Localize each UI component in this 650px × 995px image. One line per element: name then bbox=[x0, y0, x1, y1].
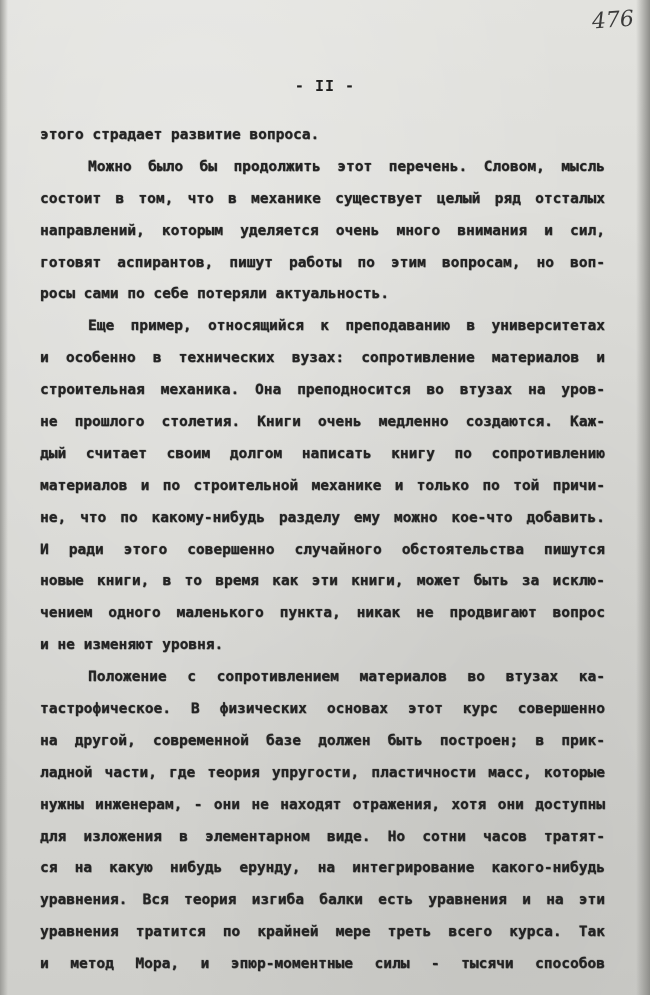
word: своим bbox=[166, 445, 211, 462]
word: Еще bbox=[88, 318, 115, 335]
word: части, bbox=[104, 764, 157, 781]
word: теория bbox=[183, 892, 237, 909]
word: сил, bbox=[570, 222, 605, 239]
word: всего bbox=[448, 924, 493, 941]
word: и bbox=[40, 350, 49, 367]
page-number: - II - bbox=[294, 77, 356, 95]
archive-sheet-number: 476 bbox=[591, 6, 635, 35]
text-line bbox=[40, 471, 605, 503]
word: часов bbox=[483, 828, 527, 845]
word: - bbox=[430, 956, 440, 973]
word: только bbox=[416, 477, 470, 494]
word: отражения, bbox=[352, 796, 440, 813]
word: технических bbox=[178, 350, 275, 367]
text-line bbox=[40, 375, 605, 407]
text-line bbox=[40, 758, 605, 790]
word: что bbox=[80, 509, 107, 526]
word: быть bbox=[387, 732, 423, 749]
word: уравнения bbox=[428, 892, 507, 909]
word: механика. bbox=[160, 382, 240, 399]
word: быть bbox=[473, 573, 509, 590]
word: эпюр-моментные bbox=[230, 956, 353, 973]
word: механике bbox=[311, 477, 382, 494]
word: нужны bbox=[40, 796, 84, 813]
text-line bbox=[40, 343, 605, 375]
text-line bbox=[40, 407, 605, 439]
word: прик- bbox=[561, 732, 605, 749]
word: существует bbox=[335, 190, 423, 207]
text-line bbox=[40, 120, 605, 152]
word: силы bbox=[374, 956, 410, 973]
word: тысячи bbox=[461, 956, 514, 973]
word: по bbox=[357, 254, 375, 271]
word: уделяется bbox=[240, 222, 319, 239]
text-line bbox=[40, 917, 605, 949]
word: что bbox=[187, 190, 214, 207]
word: хотя bbox=[451, 796, 487, 813]
word: по bbox=[482, 477, 500, 494]
word: во bbox=[467, 669, 485, 686]
word: не bbox=[57, 637, 75, 654]
word: вопроса. bbox=[249, 127, 320, 143]
word: очень bbox=[317, 414, 362, 431]
word: на bbox=[317, 860, 336, 877]
text-line bbox=[40, 726, 605, 758]
word: которые bbox=[543, 764, 605, 781]
word: материалов bbox=[40, 477, 128, 494]
word: ерунду, bbox=[239, 860, 301, 877]
word: преподносится bbox=[297, 382, 411, 399]
word: сотни bbox=[422, 828, 466, 845]
word: бы bbox=[199, 158, 217, 175]
word: и bbox=[394, 477, 404, 494]
word: и bbox=[522, 892, 531, 909]
word: - bbox=[193, 796, 203, 813]
word: в bbox=[115, 190, 125, 207]
word: разделу bbox=[278, 509, 340, 526]
page-shadow-left bbox=[0, 0, 8, 995]
word: пишут bbox=[229, 254, 273, 271]
word: мысль bbox=[561, 158, 605, 175]
word: тратят- bbox=[543, 828, 605, 845]
word: тастрофическое. bbox=[40, 701, 171, 718]
text-line bbox=[40, 694, 605, 726]
word: пишутся bbox=[543, 541, 605, 558]
word: развитие bbox=[170, 127, 241, 143]
word: ся bbox=[40, 860, 58, 877]
word: находят bbox=[280, 796, 342, 813]
word: крайней bbox=[257, 924, 319, 941]
word: ему bbox=[353, 509, 380, 526]
word: том, bbox=[138, 190, 174, 207]
word: курса. bbox=[509, 924, 562, 941]
word: пример, bbox=[130, 318, 192, 335]
word: по bbox=[127, 286, 145, 303]
text-line bbox=[40, 949, 605, 981]
word: на bbox=[40, 732, 58, 749]
word: можно bbox=[393, 509, 438, 526]
word: нибудь bbox=[169, 860, 223, 877]
word: этот bbox=[337, 158, 373, 175]
word: И bbox=[40, 541, 49, 558]
text-line bbox=[40, 598, 605, 630]
word: не, bbox=[40, 509, 67, 526]
text-line bbox=[40, 184, 605, 216]
word: теория bbox=[207, 764, 260, 781]
word: и bbox=[544, 222, 553, 239]
word: и bbox=[40, 956, 49, 973]
word: в bbox=[162, 573, 172, 590]
word: изменяют bbox=[83, 637, 154, 654]
word: в bbox=[466, 318, 476, 335]
word: сами bbox=[83, 286, 119, 303]
word: современной bbox=[152, 732, 249, 749]
word: очень bbox=[335, 222, 380, 239]
word: аспирантов, bbox=[117, 254, 214, 271]
word: пункта, bbox=[279, 605, 341, 622]
word: вопросам, bbox=[441, 254, 521, 271]
word: сопротивлению bbox=[491, 445, 605, 462]
word: построен; bbox=[439, 732, 519, 749]
word: во bbox=[426, 382, 444, 399]
word: втузах bbox=[459, 382, 513, 399]
word: в bbox=[535, 732, 545, 749]
word: относящийся bbox=[207, 318, 304, 335]
word: которым bbox=[161, 222, 223, 239]
word: втузах bbox=[505, 669, 559, 686]
word: масс, bbox=[488, 764, 532, 781]
word: материалов bbox=[359, 669, 447, 686]
word: обстоятельства bbox=[401, 541, 524, 558]
word: Мора, bbox=[135, 956, 180, 973]
word: Книги bbox=[257, 414, 301, 431]
word: медленно bbox=[378, 414, 449, 431]
word: на bbox=[74, 860, 93, 877]
word: эти bbox=[578, 892, 605, 909]
word: прошлого bbox=[74, 414, 145, 431]
text-line bbox=[40, 853, 605, 885]
word: не bbox=[40, 414, 58, 431]
word: к bbox=[320, 318, 330, 335]
word: должен bbox=[318, 732, 371, 749]
word: в bbox=[179, 828, 188, 845]
word: треть bbox=[387, 924, 432, 941]
word: случайного bbox=[294, 541, 382, 558]
word: этого bbox=[40, 127, 84, 143]
word: материалов bbox=[491, 350, 580, 367]
word: воп- bbox=[570, 254, 605, 271]
word: долгом bbox=[229, 445, 283, 462]
word: метод bbox=[70, 956, 114, 973]
text-line bbox=[40, 662, 605, 694]
word: не bbox=[251, 796, 269, 813]
word: по bbox=[120, 509, 138, 526]
word: страдает bbox=[92, 127, 163, 143]
word: считает bbox=[85, 445, 147, 462]
word: кое-что bbox=[451, 509, 513, 526]
text-line bbox=[40, 279, 605, 311]
word: какого-нибудь bbox=[491, 860, 605, 877]
word: направлений, bbox=[40, 222, 145, 239]
text-line bbox=[40, 439, 605, 471]
word: ка- bbox=[578, 669, 605, 686]
word: базе bbox=[266, 732, 301, 749]
word: актуальность. bbox=[275, 286, 390, 303]
word: элементарном bbox=[204, 828, 310, 845]
word: то bbox=[184, 573, 202, 590]
word: но bbox=[536, 254, 554, 271]
word: одного bbox=[108, 605, 161, 622]
word: продолжить bbox=[233, 158, 321, 175]
word: ладной bbox=[40, 764, 93, 781]
word: преподаванию bbox=[345, 318, 451, 335]
word: было bbox=[148, 158, 184, 175]
word: с bbox=[187, 669, 196, 686]
word: ряд bbox=[494, 190, 521, 207]
word: изложения bbox=[83, 828, 162, 845]
word: столетия. bbox=[161, 414, 241, 431]
word: основах bbox=[326, 701, 388, 718]
word: исклю- bbox=[552, 573, 605, 590]
word: они bbox=[213, 796, 240, 813]
word: уровня. bbox=[162, 637, 224, 654]
word: совершенно bbox=[187, 541, 275, 558]
word: упругости, bbox=[271, 764, 360, 781]
word: внимания bbox=[457, 222, 528, 239]
word: интегрирование bbox=[352, 860, 475, 877]
word: виде. bbox=[326, 828, 371, 845]
word: по bbox=[222, 924, 241, 941]
word: написать bbox=[301, 445, 372, 462]
word: состоит bbox=[40, 190, 102, 207]
text-line bbox=[40, 566, 605, 598]
text-line bbox=[40, 630, 605, 662]
word: в bbox=[228, 190, 237, 207]
word: росы bbox=[40, 286, 75, 303]
word: и bbox=[40, 637, 49, 654]
text-line bbox=[40, 216, 605, 248]
word: строительной bbox=[193, 477, 299, 494]
word: себе bbox=[153, 286, 189, 303]
word: в bbox=[152, 350, 162, 367]
text-line bbox=[40, 311, 605, 343]
word: книги, bbox=[351, 573, 404, 590]
word: Можно bbox=[88, 158, 132, 175]
word: дый bbox=[40, 445, 67, 462]
text-line bbox=[40, 885, 605, 917]
word: физических bbox=[219, 701, 307, 718]
word: Вся bbox=[142, 892, 169, 909]
word: вузах: bbox=[291, 350, 345, 367]
word: особенно bbox=[65, 350, 136, 367]
word: отсталых bbox=[535, 190, 605, 207]
word: В bbox=[190, 701, 200, 718]
word: изгиба bbox=[251, 892, 304, 909]
word: и bbox=[140, 477, 150, 494]
word: той bbox=[513, 477, 540, 494]
word: доступны bbox=[535, 796, 605, 813]
word: другой, bbox=[74, 732, 136, 749]
word: Она bbox=[255, 382, 282, 399]
word: инженерам, bbox=[95, 796, 183, 813]
word: может bbox=[416, 573, 461, 590]
word: много bbox=[396, 222, 441, 239]
word: где bbox=[169, 764, 196, 781]
word: Положение bbox=[88, 669, 167, 686]
word: курс bbox=[462, 701, 498, 718]
word: вопрос bbox=[552, 605, 605, 622]
word: Так bbox=[578, 924, 605, 941]
word: для bbox=[40, 828, 67, 845]
word: уравнения. bbox=[40, 892, 128, 909]
word: они bbox=[497, 796, 524, 813]
word: и bbox=[596, 350, 605, 367]
word: по bbox=[162, 477, 181, 494]
word: есть bbox=[378, 892, 414, 909]
word: какую bbox=[109, 860, 153, 877]
word: ради bbox=[68, 541, 104, 558]
word: пластичности bbox=[371, 764, 476, 781]
word: на bbox=[527, 382, 546, 399]
word: Словом, bbox=[483, 158, 545, 175]
word: книгу bbox=[391, 445, 435, 462]
word: время bbox=[215, 573, 259, 590]
text-line bbox=[40, 535, 605, 567]
word: этого bbox=[123, 541, 168, 558]
word: книги, bbox=[96, 573, 150, 590]
page-shadow-right bbox=[636, 0, 650, 995]
word: этот bbox=[407, 701, 443, 718]
word: работы bbox=[288, 254, 342, 271]
word: целый bbox=[436, 190, 481, 207]
word: добавить. bbox=[526, 509, 605, 526]
word: университетах bbox=[491, 318, 605, 335]
word: чением bbox=[40, 605, 93, 622]
word: за bbox=[521, 573, 540, 590]
word: уров- bbox=[561, 382, 605, 399]
word: причи- bbox=[552, 477, 605, 494]
text-line bbox=[40, 822, 605, 854]
word: Каж- bbox=[570, 414, 605, 431]
word: потеряли bbox=[196, 286, 267, 303]
text-line bbox=[40, 503, 605, 535]
text-line bbox=[40, 152, 605, 184]
word: продвигают bbox=[449, 605, 537, 622]
word: строительная bbox=[40, 382, 145, 399]
word: способов bbox=[535, 956, 605, 973]
word: по bbox=[454, 445, 472, 462]
word: сопротивлением bbox=[216, 669, 339, 686]
word: не bbox=[416, 605, 434, 622]
word: готовят bbox=[40, 254, 102, 271]
body-text bbox=[40, 120, 605, 981]
word: создаются. bbox=[465, 414, 553, 431]
word: балки bbox=[319, 892, 363, 909]
word: этим bbox=[390, 254, 426, 271]
word: на bbox=[546, 892, 564, 909]
word: как bbox=[272, 573, 299, 590]
word: какому-нибудь bbox=[151, 509, 265, 526]
word: и bbox=[200, 956, 210, 973]
word: маленького bbox=[176, 605, 264, 622]
word: новые bbox=[40, 573, 84, 590]
text-line bbox=[40, 248, 605, 280]
word: сопротивление bbox=[361, 350, 475, 367]
word: уравнения bbox=[40, 924, 119, 941]
word: никак bbox=[356, 605, 401, 622]
word: совершенно bbox=[517, 701, 605, 718]
word: тратится bbox=[135, 924, 206, 941]
word: механике bbox=[251, 190, 321, 207]
word: мере bbox=[335, 924, 371, 941]
word: перечень. bbox=[388, 158, 468, 175]
word: эти bbox=[311, 573, 338, 590]
word: Но bbox=[387, 828, 406, 845]
text-line bbox=[40, 790, 605, 822]
